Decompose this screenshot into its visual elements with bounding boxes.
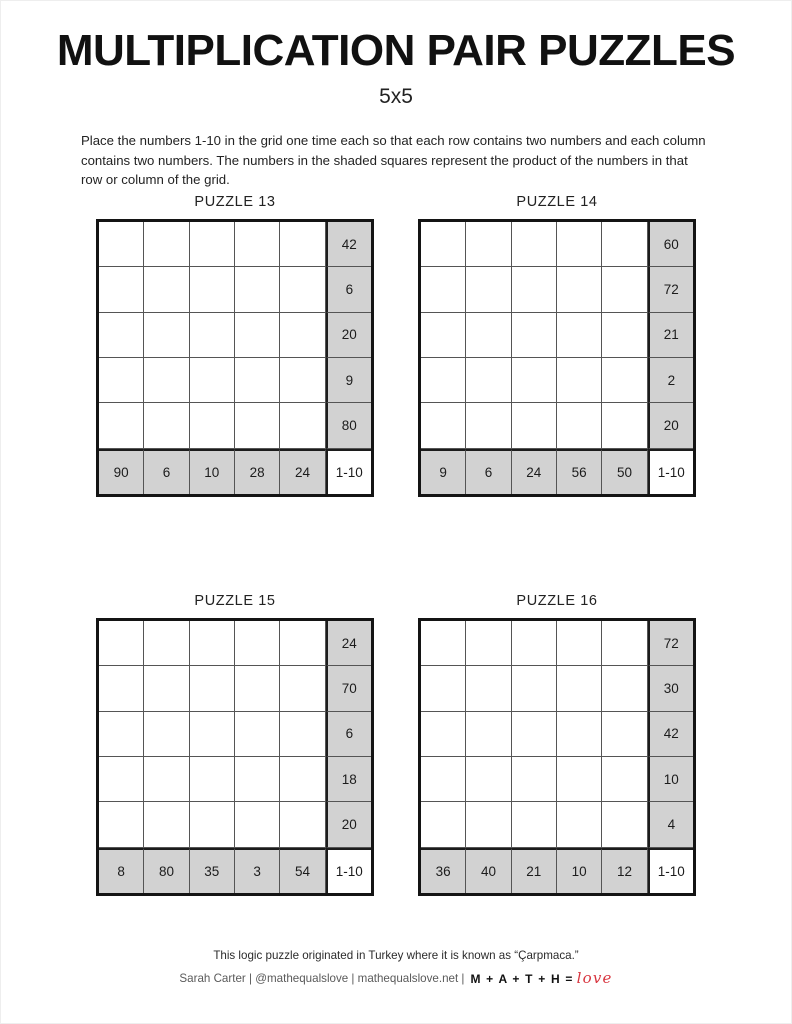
range-corner-cell: 1-10 — [326, 449, 371, 494]
row-product-cell: 30 — [648, 666, 693, 711]
answer-cell[interactable] — [602, 712, 647, 757]
answer-cell[interactable] — [557, 313, 602, 358]
answer-cell[interactable] — [602, 757, 647, 802]
answer-cell[interactable] — [512, 802, 557, 847]
answer-cell[interactable] — [512, 313, 557, 358]
answer-cell[interactable] — [466, 712, 511, 757]
answer-cell[interactable] — [235, 757, 280, 802]
column-product-cell: 21 — [512, 848, 557, 893]
row-product-cell: 20 — [326, 802, 371, 847]
answer-cell[interactable] — [557, 403, 602, 448]
puzzle-grid[interactable] — [418, 219, 696, 497]
answer-cell[interactable] — [602, 267, 647, 312]
answer-cell[interactable] — [280, 313, 325, 358]
answer-cell[interactable] — [190, 712, 235, 757]
answer-cell[interactable] — [557, 757, 602, 802]
row-product-cell: 42 — [648, 712, 693, 757]
row-product-cell: 21 — [648, 313, 693, 358]
answer-cell[interactable] — [235, 712, 280, 757]
answer-cell[interactable] — [144, 712, 189, 757]
answer-cell[interactable] — [557, 621, 602, 666]
column-product-cell: 56 — [557, 449, 602, 494]
row-product-cell: 20 — [648, 403, 693, 448]
puzzle-row-top — [1, 194, 791, 497]
answer-cell[interactable] — [421, 358, 466, 403]
puzzle-label: PUZZLE 15 — [194, 593, 276, 609]
answer-cell[interactable] — [466, 621, 511, 666]
page-subtitle: 5x5 — [379, 85, 413, 108]
answer-cell[interactable] — [280, 621, 325, 666]
puzzle-grid[interactable] — [96, 618, 374, 896]
answer-cell[interactable] — [602, 621, 647, 666]
answer-cell[interactable] — [557, 666, 602, 711]
answer-cell[interactable] — [512, 267, 557, 312]
answer-cell[interactable] — [512, 403, 557, 448]
answer-cell[interactable] — [512, 222, 557, 267]
column-product-cell: 36 — [421, 848, 466, 893]
answer-cell[interactable] — [144, 403, 189, 448]
answer-cell[interactable] — [190, 222, 235, 267]
column-product-cell: 6 — [144, 449, 189, 494]
range-corner-cell: 1-10 — [326, 848, 371, 893]
puzzle-13 — [96, 194, 374, 497]
column-product-cell: 24 — [280, 449, 325, 494]
answer-cell[interactable] — [466, 403, 511, 448]
answer-cell[interactable] — [512, 621, 557, 666]
answer-cell[interactable] — [280, 712, 325, 757]
answer-cell[interactable] — [512, 358, 557, 403]
column-product-cell: 35 — [190, 848, 235, 893]
answer-cell[interactable] — [190, 757, 235, 802]
row-product-cell: 80 — [326, 403, 371, 448]
answer-cell[interactable] — [557, 267, 602, 312]
answer-cell[interactable] — [190, 621, 235, 666]
answer-cell[interactable] — [235, 267, 280, 312]
puzzle-14 — [418, 194, 696, 497]
footer-credit — [1, 969, 791, 987]
answer-cell[interactable] — [280, 403, 325, 448]
answer-cell[interactable] — [280, 358, 325, 403]
answer-cell[interactable] — [99, 802, 144, 847]
column-product-cell: 40 — [466, 848, 511, 893]
column-product-cell: 90 — [99, 449, 144, 494]
answer-cell[interactable] — [99, 666, 144, 711]
row-product-cell: 9 — [326, 358, 371, 403]
answer-cell[interactable] — [421, 267, 466, 312]
footer-note: This logic puzzle originated in Turkey where it is known as “Çarpmaca.” — [213, 949, 579, 962]
answer-cell[interactable] — [235, 621, 280, 666]
answer-cell[interactable] — [602, 222, 647, 267]
answer-cell[interactable] — [99, 712, 144, 757]
answer-cell[interactable] — [466, 267, 511, 312]
answer-cell[interactable] — [235, 802, 280, 847]
row-product-cell: 18 — [326, 757, 371, 802]
answer-cell[interactable] — [602, 802, 647, 847]
column-product-cell: 80 — [144, 848, 189, 893]
answer-cell[interactable] — [602, 666, 647, 711]
answer-cell[interactable] — [421, 757, 466, 802]
answer-cell[interactable] — [466, 313, 511, 358]
answer-cell[interactable] — [280, 222, 325, 267]
answer-cell[interactable] — [421, 802, 466, 847]
puzzle-label: PUZZLE 14 — [516, 194, 598, 210]
answer-cell[interactable] — [144, 358, 189, 403]
answer-cell[interactable] — [190, 802, 235, 847]
answer-cell[interactable] — [235, 403, 280, 448]
answer-cell[interactable] — [144, 757, 189, 802]
answer-cell[interactable] — [466, 802, 511, 847]
answer-cell[interactable] — [144, 666, 189, 711]
footer — [1, 949, 791, 987]
answer-cell[interactable] — [421, 222, 466, 267]
answer-cell[interactable] — [280, 757, 325, 802]
column-product-cell: 12 — [602, 848, 647, 893]
column-product-cell: 50 — [602, 449, 647, 494]
puzzle-16 — [418, 593, 696, 896]
row-product-cell: 60 — [648, 222, 693, 267]
math-equals-love-logo — [464, 969, 612, 987]
answer-cell[interactable] — [99, 621, 144, 666]
row-product-cell: 20 — [326, 313, 371, 358]
row-product-cell: 10 — [648, 757, 693, 802]
row-product-cell: 2 — [648, 358, 693, 403]
answer-cell[interactable] — [602, 358, 647, 403]
credit-text: Sarah Carter | @mathequalslove | mathequalslove.net | — [179, 971, 465, 985]
column-product-cell: 54 — [280, 848, 325, 893]
column-product-cell: 24 — [512, 449, 557, 494]
answer-cell[interactable] — [280, 267, 325, 312]
column-product-cell: 10 — [190, 449, 235, 494]
answer-cell[interactable] — [190, 313, 235, 358]
answer-cell[interactable] — [190, 358, 235, 403]
row-product-cell: 42 — [326, 222, 371, 267]
column-product-cell: 28 — [235, 449, 280, 494]
puzzles-container — [1, 194, 791, 896]
answer-cell[interactable] — [99, 757, 144, 802]
answer-cell[interactable] — [466, 358, 511, 403]
answer-cell[interactable] — [144, 802, 189, 847]
answer-cell[interactable] — [144, 222, 189, 267]
puzzle-grid[interactable] — [418, 618, 696, 896]
column-product-cell: 10 — [557, 848, 602, 893]
answer-cell[interactable] — [421, 621, 466, 666]
answer-cell[interactable] — [280, 802, 325, 847]
answer-cell[interactable] — [512, 757, 557, 802]
puzzle-row-bottom — [1, 593, 791, 896]
answer-cell[interactable] — [235, 313, 280, 358]
logo-text: M + A + T + H = — [470, 972, 574, 986]
answer-cell[interactable] — [190, 403, 235, 448]
answer-cell[interactable] — [421, 313, 466, 358]
answer-cell[interactable] — [99, 358, 144, 403]
answer-cell[interactable] — [557, 222, 602, 267]
answer-cell[interactable] — [235, 222, 280, 267]
answer-cell[interactable] — [421, 666, 466, 711]
column-product-cell: 3 — [235, 848, 280, 893]
row-product-cell: 4 — [648, 802, 693, 847]
puzzle-15 — [96, 593, 374, 896]
column-product-cell: 9 — [421, 449, 466, 494]
answer-cell[interactable] — [557, 358, 602, 403]
answer-cell[interactable] — [557, 802, 602, 847]
puzzle-grid[interactable] — [96, 219, 374, 497]
answer-cell[interactable] — [512, 712, 557, 757]
answer-cell[interactable] — [602, 403, 647, 448]
answer-cell[interactable] — [99, 222, 144, 267]
row-product-cell: 72 — [648, 621, 693, 666]
answer-cell[interactable] — [99, 267, 144, 312]
answer-cell[interactable] — [557, 712, 602, 757]
puzzle-label: PUZZLE 13 — [194, 194, 276, 210]
answer-cell[interactable] — [421, 712, 466, 757]
column-product-cell: 8 — [99, 848, 144, 893]
row-product-cell: 70 — [326, 666, 371, 711]
answer-cell[interactable] — [466, 222, 511, 267]
answer-cell[interactable] — [190, 666, 235, 711]
row-product-cell: 72 — [648, 267, 693, 312]
row-product-cell: 6 — [326, 712, 371, 757]
answer-cell[interactable] — [144, 267, 189, 312]
answer-cell[interactable] — [512, 666, 557, 711]
logo-love-word: love — [576, 969, 613, 987]
answer-cell[interactable] — [190, 267, 235, 312]
column-product-cell: 6 — [466, 449, 511, 494]
puzzle-label: PUZZLE 16 — [516, 593, 598, 609]
range-corner-cell: 1-10 — [648, 848, 693, 893]
answer-cell[interactable] — [280, 666, 325, 711]
answer-cell[interactable] — [235, 666, 280, 711]
answer-cell[interactable] — [466, 757, 511, 802]
answer-cell[interactable] — [144, 313, 189, 358]
answer-cell[interactable] — [99, 313, 144, 358]
answer-cell[interactable] — [235, 358, 280, 403]
instructions-text: Place the numbers 1-10 in the grid one time each so that each row contains two numbers and each column contains two numbers. The numbers in the shaded squares represent the product of the numbers in that row or column of the grid. — [81, 133, 706, 188]
row-product-cell: 6 — [326, 267, 371, 312]
row-product-cell: 24 — [326, 621, 371, 666]
page-title: MULTIPLICATION PAIR PUZZLES — [56, 26, 736, 75]
range-corner-cell: 1-10 — [648, 449, 693, 494]
answer-cell[interactable] — [466, 666, 511, 711]
answer-cell[interactable] — [421, 403, 466, 448]
answer-cell[interactable] — [602, 313, 647, 358]
answer-cell[interactable] — [99, 403, 144, 448]
answer-cell[interactable] — [144, 621, 189, 666]
